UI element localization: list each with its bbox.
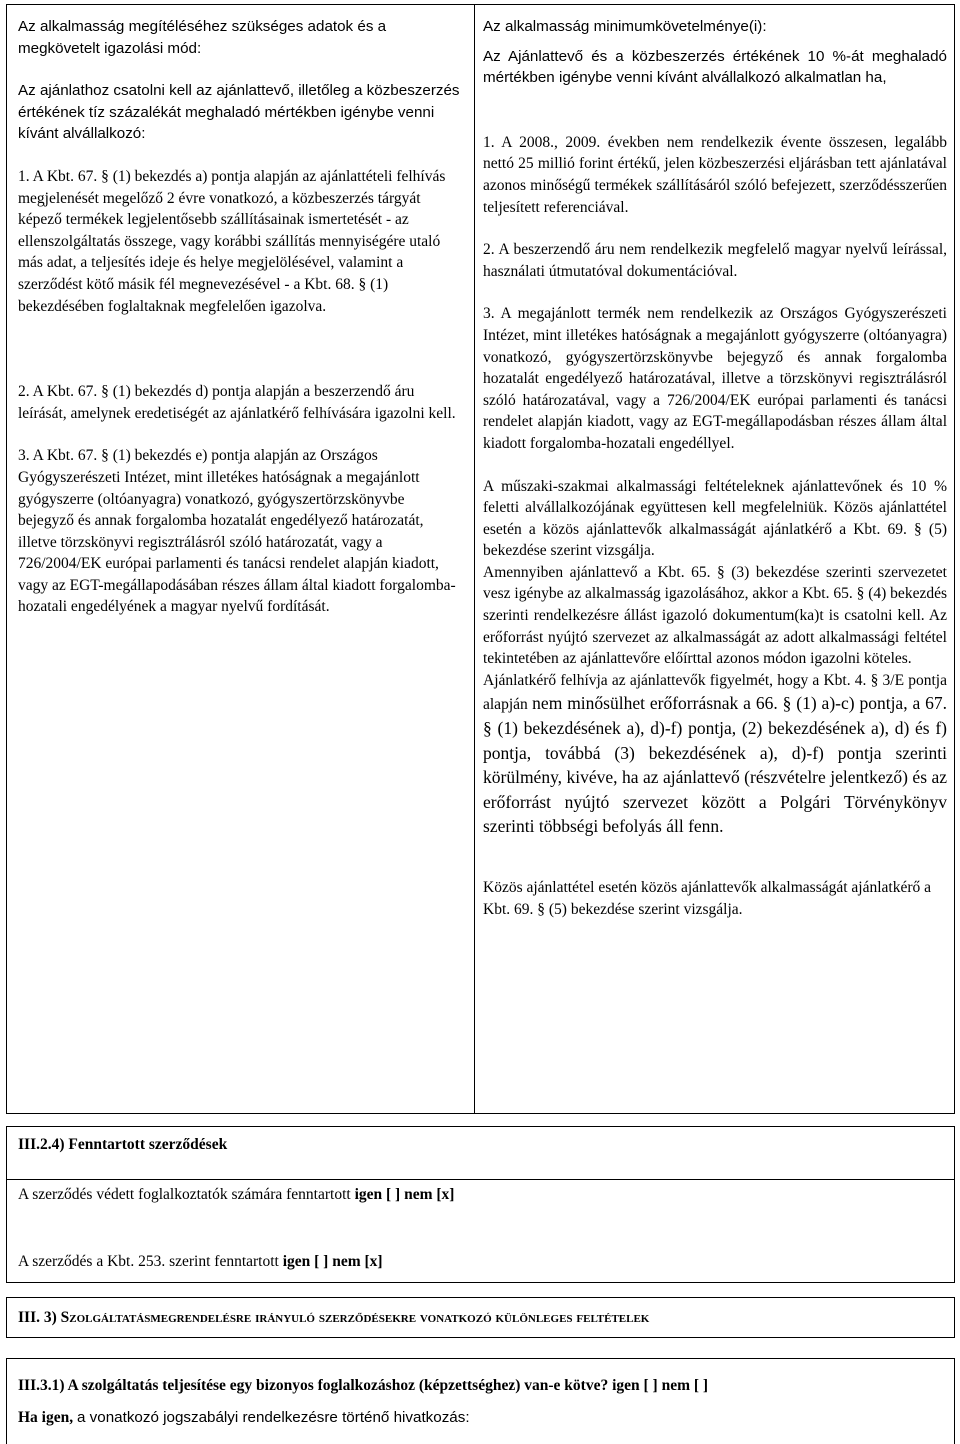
- left-heading: Az alkalmasság megítéléséhez szükséges adatok és a megkövetelt igazolási mód:: [18, 18, 387, 57]
- right-heading: Az alkalmasság minimumkövetelménye(i):: [483, 18, 767, 35]
- reserved-contracts-section: [6, 1126, 955, 1283]
- left-intro: Az ajánlathoz csatolni kell az ajánlattevő, illetőleg a közbeszerzés értékének tíz százalékát meghaladó mértékben igénybe venni kívánt alvállalkozó:: [18, 82, 460, 143]
- right-item-2: 2. A beszerzendő áru nem rendelkezik megfelelő magyar nyelvű leírással, használati útmutatóval dokumentációval.: [483, 241, 947, 280]
- section-3-title: [18, 1307, 943, 1329]
- reserved-line-1-text: A szerződés védett foglalkoztatók számára fenntartott: [18, 1186, 351, 1203]
- section-3-title-text: Szolgáltatásmegrendelésre irányuló szerződésekre vonatkozó különleges feltételek: [60, 1309, 650, 1326]
- reserved-line-1: [18, 1184, 943, 1206]
- section-divider: [7, 1179, 954, 1181]
- profession-followup: [18, 1407, 943, 1429]
- right-para-c-big: nem minősülhet erőforrásnak a 66. § (1) a)-c) pontja, a 67. § (1) bekezdésének a), d)-f) pontja, (2) bekezdésének a), d) és f) pontja, továbbá (3) bekezdésének a), d)-f) pontja szerinti körülmény, kivéve, ha az ajánlattevő (részvételre jelentkező) és az erőforrást nyújtó szervezet között a Polgári Törvénykönyv szerinti többségi befolyás áll fenn.: [483, 693, 948, 837]
- profession-followup-bold: Ha igen,: [18, 1409, 74, 1426]
- left-item-3: 3. A Kbt. 67. § (1) bekezdés e) pontja alapján az Országos Gyógyszerészeti Intézet, mint illetékes hatóságnak a megajánlott gyógyszerre (oltóanyagra) vonatkozó, gyógyszertörzskönyvbe bejegyző és annak forgalomba hozatalát engedélyező határozatát, illetve törzskönyvi regisztrálásról szóló határozatát, vagy a 726/2004/EK európai parlamenti és tanácsi rendelet alapján kiadott, vagy az EGT-megállapodásában részes állam által kiadott forgalomba- hozatali engedélyének a magyar nyelvű fordítását.: [18, 447, 456, 616]
- profession-question: III.3.1) A szolgáltatás teljesítése egy bizonyos foglalkozáshoz (képzettséghez) van-e kötve? igen [ ] nem [ ]: [18, 1377, 709, 1394]
- right-item-1: 1. A 2008., 2009. években nem rendelkezik évente összesen, legalább nettó 25 millió forint értékű, jelen közbeszerzési eljárásban tett ajánlatával azonos minőségű termékek szállításáról szóló befejezett, szerződésszerűen teljesített referenciával.: [483, 133, 947, 216]
- section-title: III.2.4) Fenntartott szerződések: [18, 1136, 228, 1153]
- profession-followup-text: a vonatkozó jogszabályi rendelkezésre történő hivatkozás:: [77, 1409, 470, 1426]
- right-para-c-small: Ajánlatkérő felhívja az ajánlattevők figyelmét, hogy a Kbt. 4. § 3/E pontja alapján: [483, 671, 947, 714]
- requirements-table: [6, 4, 955, 1114]
- right-intro: Az Ajánlattevő és a közbeszerzés értékének 10 %-át meghaladó mértékben igénybe venni kívánt alvállalkozó alkalmatlan ha,: [483, 47, 947, 87]
- right-para-a: A műszaki-szakmai alkalmassági feltételeknek ajánlattevőnek és 10 % feletti alvállalkozójának együttesen kell megfelelniük. Közös ajánlattétel esetén a közös ajánlattevők alkalmasságát ajánlatkérő a Kbt. 69. § (5) bekezdése szerint vizsgálja.: [483, 477, 947, 560]
- left-column: [18, 16, 464, 639]
- right-para-d: Közös ajánlattétel esetén közös ajánlattevők alkalmasságát ajánlatkérő a Kbt. 69. § (5) bekezdése szerint vizsgálja.: [483, 879, 932, 918]
- reserved-line-2-text: A szerződés a Kbt. 253. szerint fenntartott: [18, 1253, 279, 1270]
- left-item-1: 1. A Kbt. 67. § (1) bekezdés a) pontja alapján az ajánlattételi felhívás megjelenését megelőző 2 évre vonatkozó, a közbeszerzés tárgyát képező termékek legjelentősebb szállításainak ismertetését - az ellenszolgáltatás összege, vagy korábbi szállítás mennyiségére utaló más adat, a teljesítés ideje és helye megjelölésével, valamint a szerződést kötő másik fél megnevezésével - a Kbt. 68. § (1) bekezdésében foglaltaknak megfelelően igazolva.: [18, 167, 446, 315]
- profession-section: [6, 1358, 955, 1444]
- reserved-line-1-options: igen [ ] nem [x]: [354, 1186, 455, 1203]
- column-divider: [474, 5, 475, 1113]
- right-para-c: [483, 670, 947, 839]
- service-conditions-header: [6, 1297, 955, 1338]
- left-item-2: 2. A Kbt. 67. § (1) bekezdés d) pontja alapján a beszerzendő áru leírását, amelynek eredetiségét az ajánlatkérő felhívására igazolni kell.: [18, 383, 456, 422]
- reserved-line-2-options: igen [ ] nem [x]: [282, 1253, 383, 1270]
- right-column: [483, 16, 947, 920]
- section-3-number: III. 3): [18, 1309, 57, 1326]
- right-para-b: Amennyiben ajánlattevő a Kbt. 65. § (3) bekezdése szerinti szervezetet vesz igénybe az alkalmasság igazolásához, akkor a Kbt. 65. § (4) bekezdés szerinti rendelkezésre állást igazoló dokumentum(ka)t is csatolni kell. Az erőforrást nyújtó szervezet az alkalmasságát az adott alkalmassági feltétel tekintetében az ajánlattevőre előírttal azonos módon igazolni köteles.: [483, 563, 947, 668]
- right-item-3: 3. A megajánlott termék nem rendelkezik az Országos Gyógyszerészeti Intézet, mint illetékes hatóságnak a megajánlott gyógyszerre (oltóanyagra) vonatkozó, gyógyszertörzskönyvbe bejegyző és annak forgalomba hozatalát engedélyező határozatával, illetve a törzskönyvi regisztrálásról szóló határozatával, vagy a 726/2004/EK európai parlamenti és tanácsi rendelet alapján kiadott, vagy az EGT-megállapodásban részes állam által kiadott forgalomba-hozatali engedéllyel.: [483, 305, 947, 452]
- reserved-line-2: [18, 1251, 943, 1273]
